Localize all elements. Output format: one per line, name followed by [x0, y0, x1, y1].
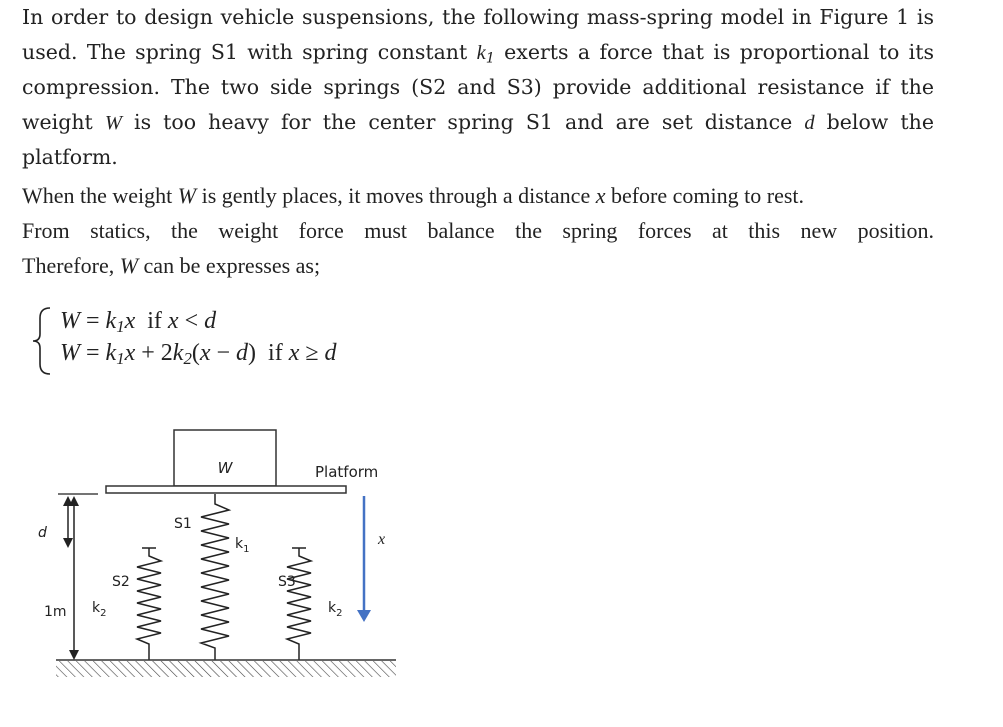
intro-line-4: weight W is too heavy for the center spring S1 and are set distance d below the — [22, 110, 934, 134]
intro-paragraph — [22, 0, 934, 175]
spring-s1 — [201, 494, 229, 660]
x-arrow-head — [357, 610, 371, 622]
equation-case-2: $W = k_1x + 2k_2(x - d)$ if x ≥ d — [60, 340, 337, 369]
weight-box — [174, 430, 276, 486]
intro-line-2: used. The spring S1 with spring constant $k_1$ exerts a force that is proportional to its — [22, 40, 934, 67]
s1-label: S1 — [174, 516, 192, 532]
equation-case-1: $W = k_1x$ if x < d — [60, 308, 217, 337]
statics-line-3: Therefore, W can be expresses as; — [22, 253, 321, 278]
k2-left-label: $k_2$ — [92, 600, 107, 619]
k1-label: $k_1$ — [235, 536, 250, 555]
d-arrow-head-bottom — [63, 538, 73, 548]
intro-line-3: compression. The two side springs (S2 and S3) provide additional resistance if the — [22, 75, 934, 99]
s2-label: S2 — [112, 574, 130, 590]
intro-line-5: platform. — [22, 145, 118, 169]
platform — [106, 486, 346, 493]
statics-line-1: When the weight W is gently places, it moves through a distance x before coming to rest. — [22, 183, 805, 208]
intro-line-1: In order to design vehicle suspensions, the following mass-spring model in Figure 1 is — [22, 5, 934, 29]
d-label: d — [38, 525, 47, 541]
spring-s2 — [137, 548, 161, 660]
left-brace — [30, 306, 54, 376]
height-arrow-head-bottom — [69, 650, 79, 660]
platform-label: Platform — [315, 463, 379, 481]
ground-hatch — [56, 661, 396, 677]
mass-spring-figure — [30, 420, 410, 694]
k2-right-label: $k_2$ — [328, 600, 343, 619]
weight-label: W — [217, 459, 233, 477]
statics-line-2: From statics, the weight force must balance the spring forces at this new position. — [22, 218, 934, 243]
x-label: x — [378, 531, 386, 548]
mass-spring-diagram — [30, 420, 410, 690]
s3-label: S3 — [278, 574, 296, 590]
height-label: 1m — [44, 604, 67, 620]
statics-paragraph — [22, 178, 934, 283]
spring-s3 — [287, 548, 311, 660]
